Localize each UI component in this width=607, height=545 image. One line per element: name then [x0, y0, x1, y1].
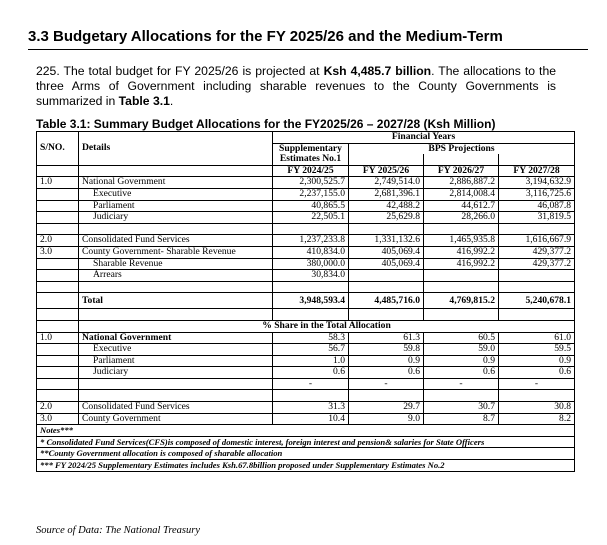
amount-value-0-0: 2,300,525.7 — [273, 177, 349, 189]
share-row — [37, 344, 575, 356]
amount-label-4: Consolidated Fund Services — [79, 235, 273, 247]
share-sno-0: 1.0 — [37, 332, 79, 344]
spacer-row-d-cell-5 — [499, 390, 575, 402]
table-caption: Table 3.1: Summary Budget Allocations for the FY2025/26 – 2027/28 (Ksh Million) — [36, 117, 496, 131]
share-value-4-3: - — [499, 378, 575, 390]
share-label-4 — [79, 378, 273, 390]
amount-row — [37, 246, 575, 258]
share-sno-5: 2.0 — [37, 402, 79, 414]
amount-row — [37, 270, 575, 282]
amount-value-4-3: 1,616,667.9 — [499, 235, 575, 247]
share-title-row — [37, 320, 575, 332]
share-value-5-2: 30.7 — [424, 402, 499, 414]
amount-row — [37, 235, 575, 247]
total-value-2: 4,769,815.2 — [424, 293, 499, 309]
amount-sno-4: 2.0 — [37, 235, 79, 247]
amount-row — [37, 258, 575, 270]
share-value-1-2: 59.0 — [424, 344, 499, 356]
intro-paragraph — [36, 64, 556, 109]
amount-value-0-2: 2,886,887.2 — [424, 177, 499, 189]
note-row-2 — [37, 460, 575, 472]
amount-value-7-3 — [499, 270, 575, 282]
share-label-2: Parliament — [79, 355, 273, 367]
spacer-row-c-cell-3 — [349, 309, 424, 321]
spacer-row-a-cell-4 — [424, 223, 499, 235]
amount-value-6-0: 380,000.0 — [273, 258, 349, 270]
share-label-3: Judiciary — [79, 367, 273, 379]
spacer-row-a-cell-3 — [349, 223, 424, 235]
share-value-6-2: 8.7 — [424, 413, 499, 425]
amount-value-2-3: 46,087.8 — [499, 200, 575, 212]
amount-value-6-1: 405,069.4 — [349, 258, 424, 270]
amount-value-5-2: 416,992.2 — [424, 246, 499, 258]
share-value-4-0: - — [273, 378, 349, 390]
header-details: Details — [79, 143, 273, 154]
spacer-row-d-cell-4 — [424, 390, 499, 402]
header-blank-3 — [37, 154, 79, 165]
share-value-4-2: - — [424, 378, 499, 390]
amount-value-4-0: 1,237,233.8 — [273, 235, 349, 247]
spacer-row-b-cell-3 — [349, 281, 424, 293]
amount-row — [37, 188, 575, 200]
year-header-1: FY 2025/26 — [349, 165, 424, 177]
spacer-row-b — [37, 281, 575, 293]
share-value-5-0: 31.3 — [273, 402, 349, 414]
amount-sno-3 — [37, 212, 79, 224]
total-label: Total — [79, 293, 273, 309]
year-header-3: FY 2027/28 — [499, 165, 575, 177]
amount-label-1: Executive — [79, 188, 273, 200]
total-value-3: 5,240,678.1 — [499, 293, 575, 309]
spacer-row-b-cell-5 — [499, 281, 575, 293]
header-row-1 — [37, 132, 575, 144]
total-value-1: 4,485,716.0 — [349, 293, 424, 309]
note-row-0 — [37, 436, 575, 448]
share-sno-2 — [37, 355, 79, 367]
header-financial-years: Financial Years — [273, 132, 575, 144]
spacer-row-b-cell-4 — [424, 281, 499, 293]
notes-title: Notes*** — [37, 425, 575, 437]
notes-title-row — [37, 425, 575, 437]
note-1: * Consolidated Fund Services(CFS)is composed of domestic interest, foreign interest and pension& salaries for State Officers — [37, 436, 575, 448]
share-sno-4 — [37, 378, 79, 390]
share-value-1-0: 56.7 — [273, 344, 349, 356]
share-value-2-2: 0.9 — [424, 355, 499, 367]
amount-sno-5: 3.0 — [37, 246, 79, 258]
spacer-row-b-cell-2 — [273, 281, 349, 293]
spacer-row-b-cell-0 — [37, 281, 79, 293]
amount-value-3-2: 28,266.0 — [424, 212, 499, 224]
para-bold-table-ref: Table 3.1 — [118, 94, 170, 108]
amount-sno-7 — [37, 270, 79, 282]
amount-value-2-0: 40,865.5 — [273, 200, 349, 212]
para-text-3: . — [169, 94, 174, 108]
share-title-blank — [37, 320, 79, 332]
amount-value-7-1 — [349, 270, 424, 282]
year-header-0: FY 2024/25 — [273, 165, 349, 177]
amount-sno-1 — [37, 188, 79, 200]
amount-label-2: Parliament — [79, 200, 273, 212]
spacer-row-a-cell-5 — [499, 223, 575, 235]
share-row — [37, 355, 575, 367]
share-value-2-3: 0.9 — [499, 355, 575, 367]
spacer-row-a — [37, 223, 575, 235]
spacer-row-d-cell-0 — [37, 390, 79, 402]
amount-sno-2 — [37, 200, 79, 212]
amount-label-3: Judiciary — [79, 212, 273, 224]
spacer-row-d-cell-1 — [79, 390, 273, 402]
spacer-row-a-cell-1 — [79, 223, 273, 235]
share-value-3-2: 0.6 — [424, 367, 499, 379]
share-value-2-1: 0.9 — [349, 355, 424, 367]
total-sno — [37, 293, 79, 309]
share-value-4-1: - — [349, 378, 424, 390]
share-row — [37, 413, 575, 425]
amount-label-7: Arrears — [79, 270, 273, 282]
amount-value-3-1: 25,629.8 — [349, 212, 424, 224]
amount-row — [37, 212, 575, 224]
header-row-2 — [37, 143, 575, 154]
amount-value-3-3: 31,819.5 — [499, 212, 575, 224]
amount-label-6: Sharable Revenue — [79, 258, 273, 270]
share-value-3-0: 0.6 — [273, 367, 349, 379]
share-row — [37, 402, 575, 414]
share-value-5-3: 30.8 — [499, 402, 575, 414]
spacer-row-a-cell-0 — [37, 223, 79, 235]
header-blank-4 — [79, 154, 273, 165]
amount-value-1-2: 2,814,008.4 — [424, 188, 499, 200]
header-blank-1 — [37, 132, 79, 144]
share-row — [37, 332, 575, 344]
spacer-row-d-cell-2 — [273, 390, 349, 402]
amount-value-7-0: 30,834.0 — [273, 270, 349, 282]
para-bold-total: Ksh 4,485.7 billion — [323, 64, 432, 78]
note-2: **County Government allocation is composed of sharable allocation — [37, 448, 575, 460]
year-blank-1 — [37, 165, 79, 177]
para-text-2: . The allocations to the three Arms of Government including sharable revenues to the County Governments is summarized in — [36, 64, 557, 108]
share-value-6-1: 9.0 — [349, 413, 424, 425]
amount-value-0-3: 3,194,632.9 — [499, 177, 575, 189]
total-row — [37, 293, 575, 309]
amount-value-4-1: 1,331,132.6 — [349, 235, 424, 247]
share-label-1: Executive — [79, 344, 273, 356]
spacer-row-c-cell-0 — [37, 309, 79, 321]
amount-sno-6 — [37, 258, 79, 270]
amount-value-7-2 — [424, 270, 499, 282]
amount-value-4-2: 1,465,935.8 — [424, 235, 499, 247]
share-label-6: County Government — [79, 413, 273, 425]
header-sno: S/NO. — [37, 143, 79, 154]
amount-value-6-3: 429,377.2 — [499, 258, 575, 270]
share-value-3-3: 0.6 — [499, 367, 575, 379]
share-value-2-0: 1.0 — [273, 355, 349, 367]
header-row-3 — [37, 154, 575, 165]
spacer-row-c-cell-2 — [273, 309, 349, 321]
header-supplementary-2: Estimates No.1 — [273, 154, 349, 165]
spacer-row-c-cell-4 — [424, 309, 499, 321]
share-title: % Share in the Total Allocation — [79, 320, 575, 332]
header-supplementary-1: Supplementary — [273, 143, 349, 154]
share-value-1-1: 59.8 — [349, 344, 424, 356]
share-value-3-1: 0.6 — [349, 367, 424, 379]
budget-table — [36, 131, 575, 472]
spacer-row-c-cell-5 — [499, 309, 575, 321]
share-value-1-3: 59.5 — [499, 344, 575, 356]
share-value-6-0: 10.4 — [273, 413, 349, 425]
amount-label-0: National Government — [79, 177, 273, 189]
share-sno-1 — [37, 344, 79, 356]
source-note: Source of Data: The National Treasury — [36, 525, 201, 536]
para-text-1: 225. The total budget for FY 2025/26 is projected at — [36, 64, 324, 78]
note-3: *** FY 2024/25 Supplementary Estimates includes Ksh.67.8billion proposed under Supplementary Estimates No.2 — [37, 460, 575, 472]
spacer-row-a-cell-2 — [273, 223, 349, 235]
share-label-5: Consolidated Fund Services — [79, 402, 273, 414]
note-row-1 — [37, 448, 575, 460]
spacer-row-d-cell-3 — [349, 390, 424, 402]
header-bps: BPS Projections — [349, 143, 575, 154]
spacer-row-d — [37, 390, 575, 402]
share-value-0-1: 61.3 — [349, 332, 424, 344]
year-blank-2 — [79, 165, 273, 177]
amount-value-1-1: 2,681,396.1 — [349, 188, 424, 200]
share-sno-3 — [37, 367, 79, 379]
share-row — [37, 367, 575, 379]
section-heading: 3.3 Budgetary Allocations for the FY 2025/26 and the Medium-Term — [28, 28, 588, 50]
amount-value-0-1: 2,749,514.0 — [349, 177, 424, 189]
share-value-0-0: 58.3 — [273, 332, 349, 344]
header-blank-2 — [79, 132, 273, 144]
share-value-5-1: 29.7 — [349, 402, 424, 414]
spacer-row-c — [37, 309, 575, 321]
amount-value-3-0: 22,505.1 — [273, 212, 349, 224]
share-label-0: National Government — [79, 332, 273, 344]
amount-label-5: County Government- Sharable Revenue — [79, 246, 273, 258]
share-value-6-3: 8.2 — [499, 413, 575, 425]
amount-row — [37, 177, 575, 189]
total-value-0: 3,948,593.4 — [273, 293, 349, 309]
spacer-row-b-cell-1 — [79, 281, 273, 293]
share-value-0-3: 61.0 — [499, 332, 575, 344]
amount-value-6-2: 416,992.2 — [424, 258, 499, 270]
year-header-2: FY 2026/27 — [424, 165, 499, 177]
amount-row — [37, 200, 575, 212]
share-sno-6: 3.0 — [37, 413, 79, 425]
spacer-row-c-cell-1 — [79, 309, 273, 321]
amount-value-2-2: 44,612.7 — [424, 200, 499, 212]
header-years-row — [37, 165, 575, 177]
amount-sno-0: 1.0 — [37, 177, 79, 189]
share-row — [37, 378, 575, 390]
amount-value-5-3: 429,377.2 — [499, 246, 575, 258]
amount-value-5-1: 405,069.4 — [349, 246, 424, 258]
amount-value-1-3: 3,116,725.6 — [499, 188, 575, 200]
amount-value-1-0: 2,237,155.0 — [273, 188, 349, 200]
amount-value-2-1: 42,488.2 — [349, 200, 424, 212]
amount-value-5-0: 410,834.0 — [273, 246, 349, 258]
share-value-0-2: 60.5 — [424, 332, 499, 344]
